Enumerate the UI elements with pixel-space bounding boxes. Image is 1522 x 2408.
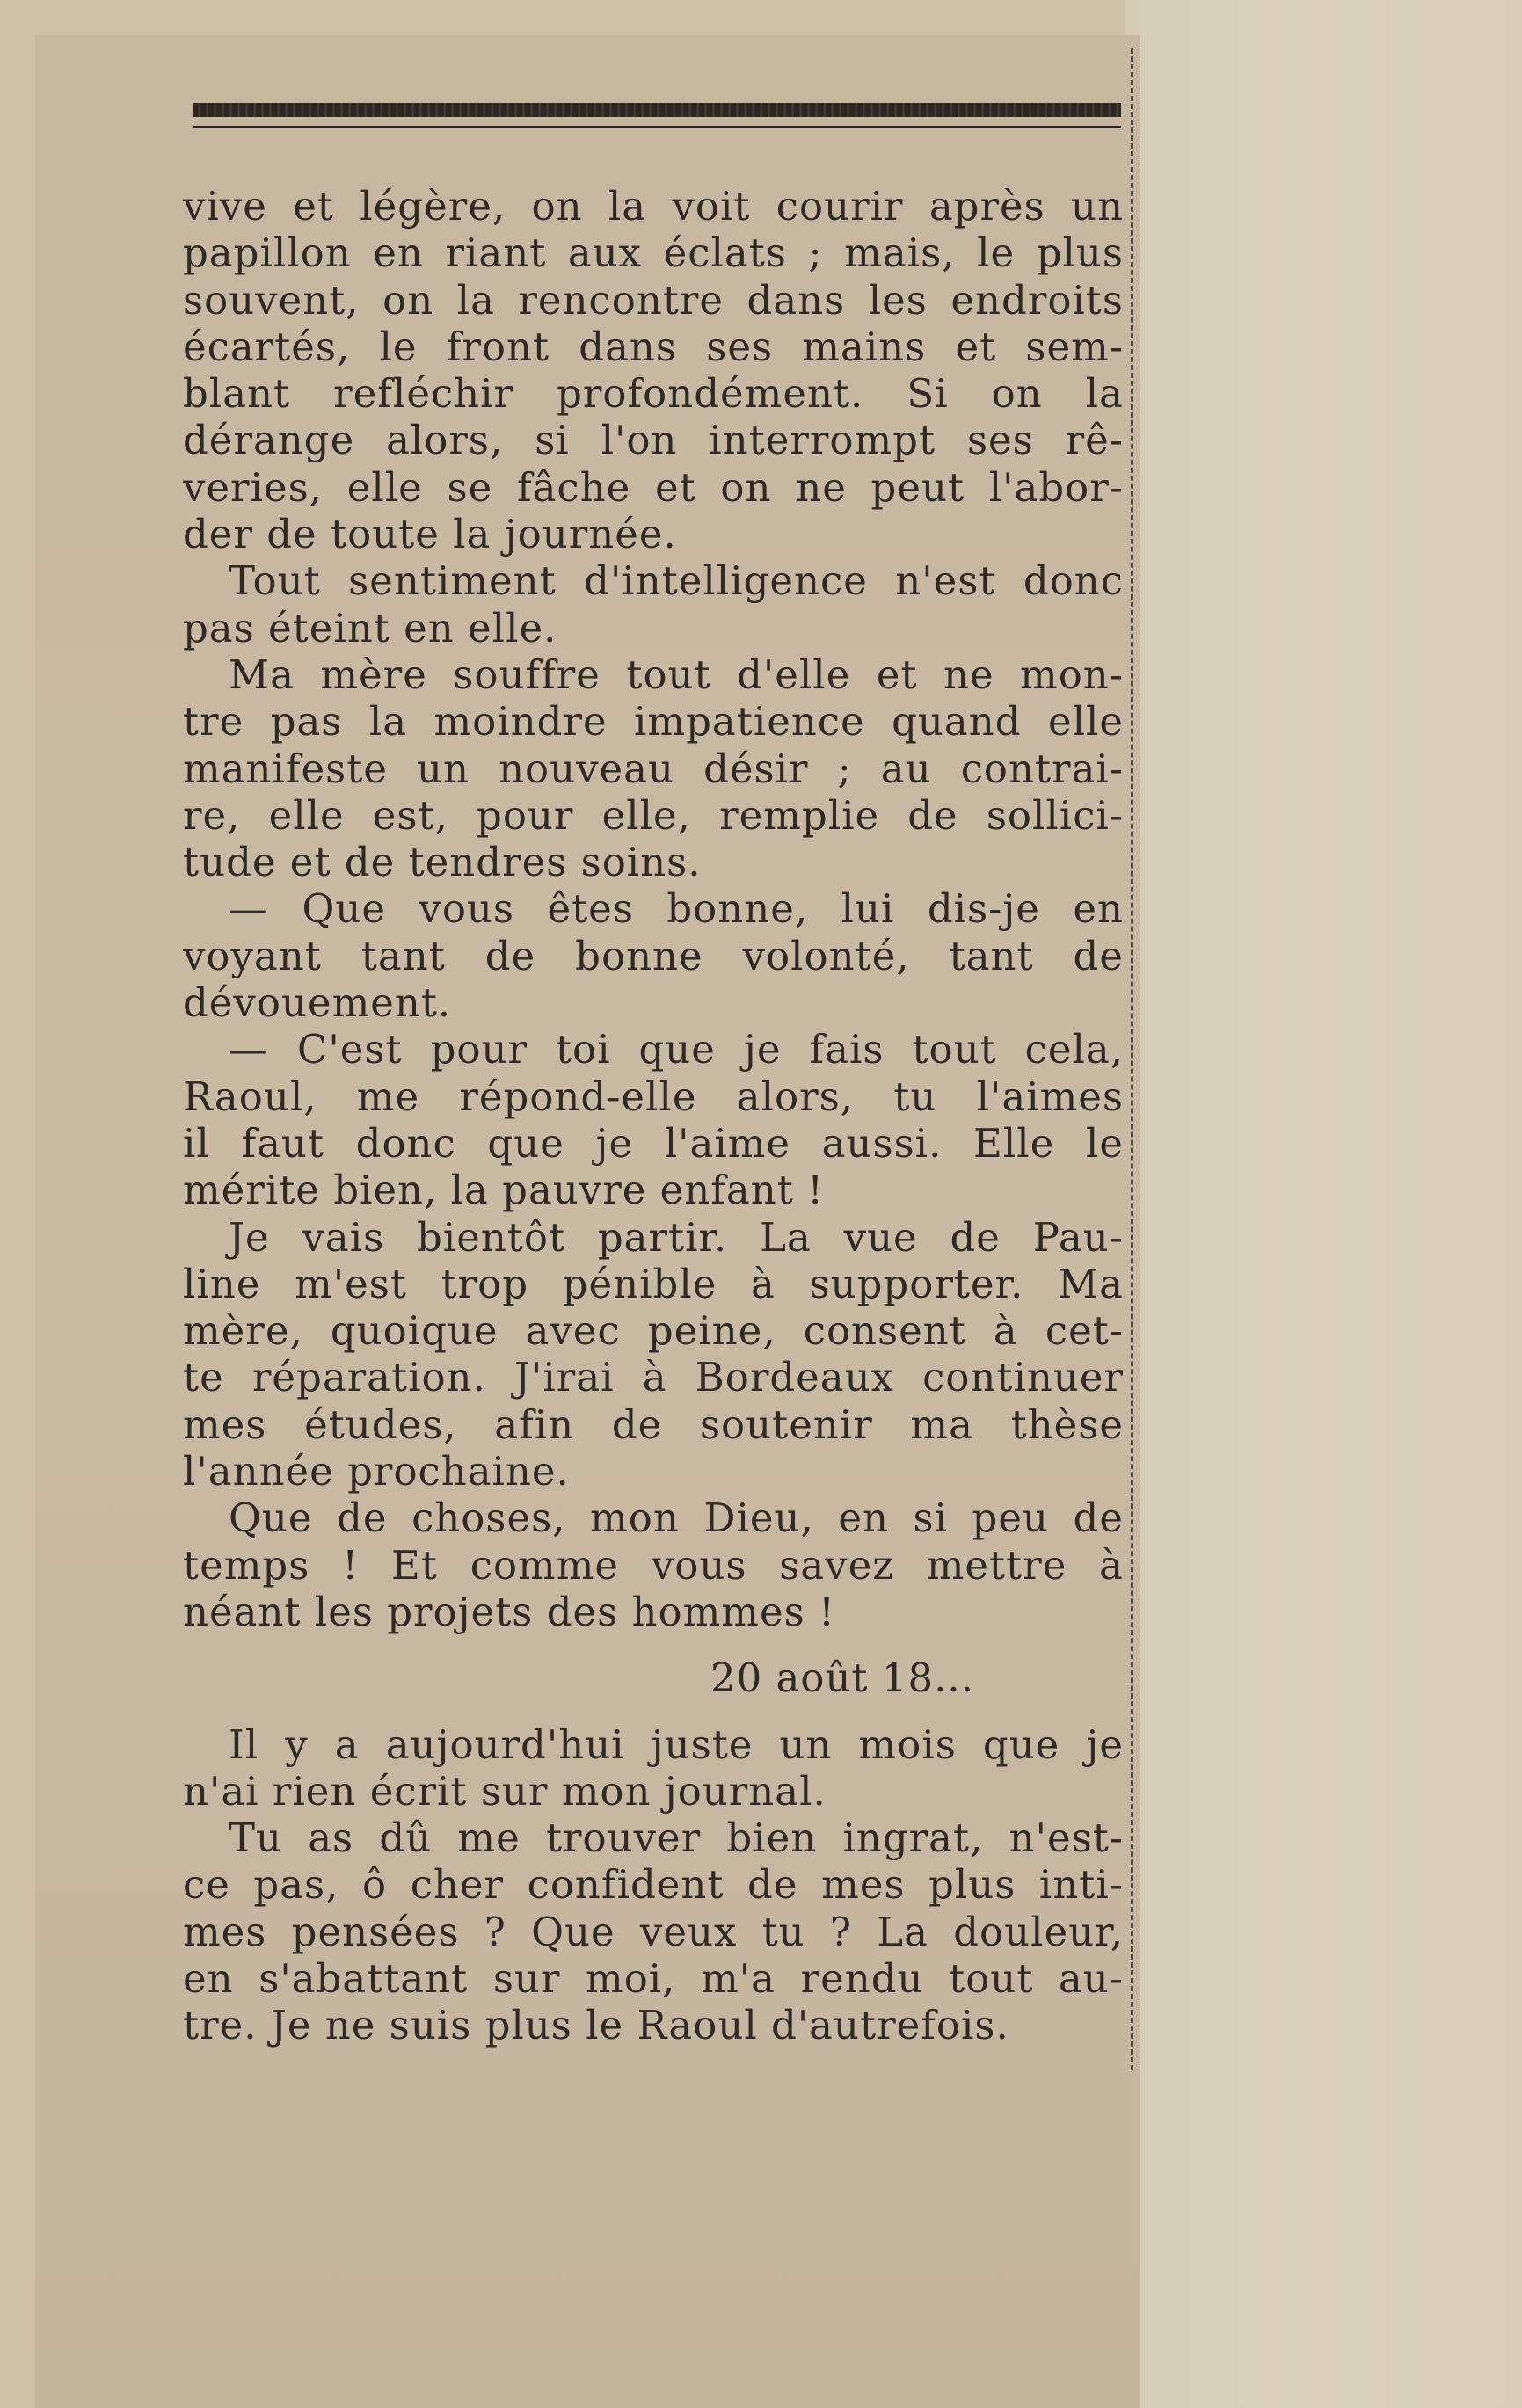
text-line: — C'est pour toi que je fais tout cela, — [229, 1026, 1124, 1073]
paragraph — [183, 1214, 1124, 1495]
background-right — [1125, 0, 1522, 2408]
header-rule-thin — [193, 126, 1121, 128]
text-line: Ma mère souffre tout d'elle et ne mon- — [229, 651, 1124, 698]
paragraph — [183, 1495, 1124, 1635]
text-line: temps ! Et comme vous savez mettre à — [183, 1541, 1124, 1589]
text-line: manifeste un nouveau désir ; au contrai- — [183, 745, 1124, 792]
text-line: blant refléchir profondément. Si on la — [183, 370, 1124, 418]
article-text — [183, 183, 1124, 2049]
text-line: en s'abattant sur moi, m'a rendu tout au- — [183, 1954, 1124, 2002]
header-rule-thick — [193, 103, 1121, 117]
article-part-1 — [183, 183, 1124, 1635]
text-line: il faut donc que je l'aime aussi. Elle le — [183, 1119, 1124, 1167]
text-line: Que de choses, mon Dieu, en si peu de — [229, 1495, 1124, 1542]
text-line: pas éteint en elle. — [183, 604, 557, 651]
paragraph — [183, 1721, 1124, 1815]
text-line: Raoul, me répond-elle alors, tu l'aimes — [183, 1073, 1124, 1120]
text-line: mérite bien, la pauvre enfant ! — [183, 1167, 825, 1214]
paragraph — [183, 885, 1124, 1026]
text-line: ce pas, ô cher confident de mes plus inti- — [183, 1861, 1124, 1909]
text-line: voyant tant de bonne volonté, tant de — [183, 932, 1124, 979]
text-line: re, elle est, pour elle, remplie de sollici- — [183, 791, 1124, 839]
text-line: veries, elle se fâche et on ne peut l'abor- — [183, 463, 1124, 511]
text-line: écartés, le front dans ses mains et sem- — [183, 323, 1124, 370]
text-line: papillon en riant aux éclats ; mais, le plus — [183, 229, 1124, 277]
torn-page-edge — [1131, 48, 1137, 2070]
text-line: l'année prochaine. — [183, 1448, 570, 1495]
text-line: dérange alors, si l'on interrompt ses rê- — [183, 417, 1124, 464]
text-line: te réparation. J'irai à Bordeaux continuer — [183, 1354, 1124, 1401]
text-line: souvent, on la rencontre dans les endroits — [183, 276, 1124, 324]
paragraph — [183, 1815, 1124, 2048]
text-line: — Que vous êtes bonne, lui dis-je en — [229, 885, 1124, 933]
text-line: tude et de tendres soins. — [183, 839, 702, 886]
text-line: Tu as dû me trouver bien ingrat, n'est- — [229, 1815, 1124, 1862]
text-line: line m'est trop pénible à supporter. Ma — [183, 1260, 1124, 1307]
text-line: dévouement. — [183, 979, 452, 1027]
text-line: Tout sentiment d'intelligence n'est donc — [229, 557, 1124, 605]
text-line: mère, quoique avec peine, consent à cet- — [183, 1307, 1124, 1355]
text-line: tre. Je ne suis plus le Raoul d'autrefois. — [183, 2002, 1009, 2049]
text-line: mes pensées ? Que veux tu ? La douleur, — [183, 1908, 1124, 1955]
entry-date: 20 août 18... — [710, 1655, 974, 1702]
article-part-2 — [183, 1721, 1124, 2049]
paragraph — [183, 1026, 1124, 1213]
text-line: vive et légère, on la voit courir après un — [183, 183, 1124, 229]
text-line: mes études, afin de soutenir ma thèse — [183, 1400, 1124, 1448]
paragraph — [183, 651, 1124, 885]
paragraph — [183, 557, 1124, 651]
text-line: n'ai rien écrit sur mon journal. — [183, 1767, 827, 1815]
text-line: der de toute la journée. — [183, 511, 677, 558]
text-line: néant les projets des hommes ! — [183, 1588, 836, 1635]
paragraph — [183, 183, 1124, 557]
text-line: Je vais bientôt partir. La vue de Pau- — [229, 1213, 1124, 1261]
text-line: tre pas la moindre impatience quand elle — [183, 698, 1124, 746]
text-line: Il y a aujourd'hui juste un mois que je — [229, 1721, 1124, 1768]
